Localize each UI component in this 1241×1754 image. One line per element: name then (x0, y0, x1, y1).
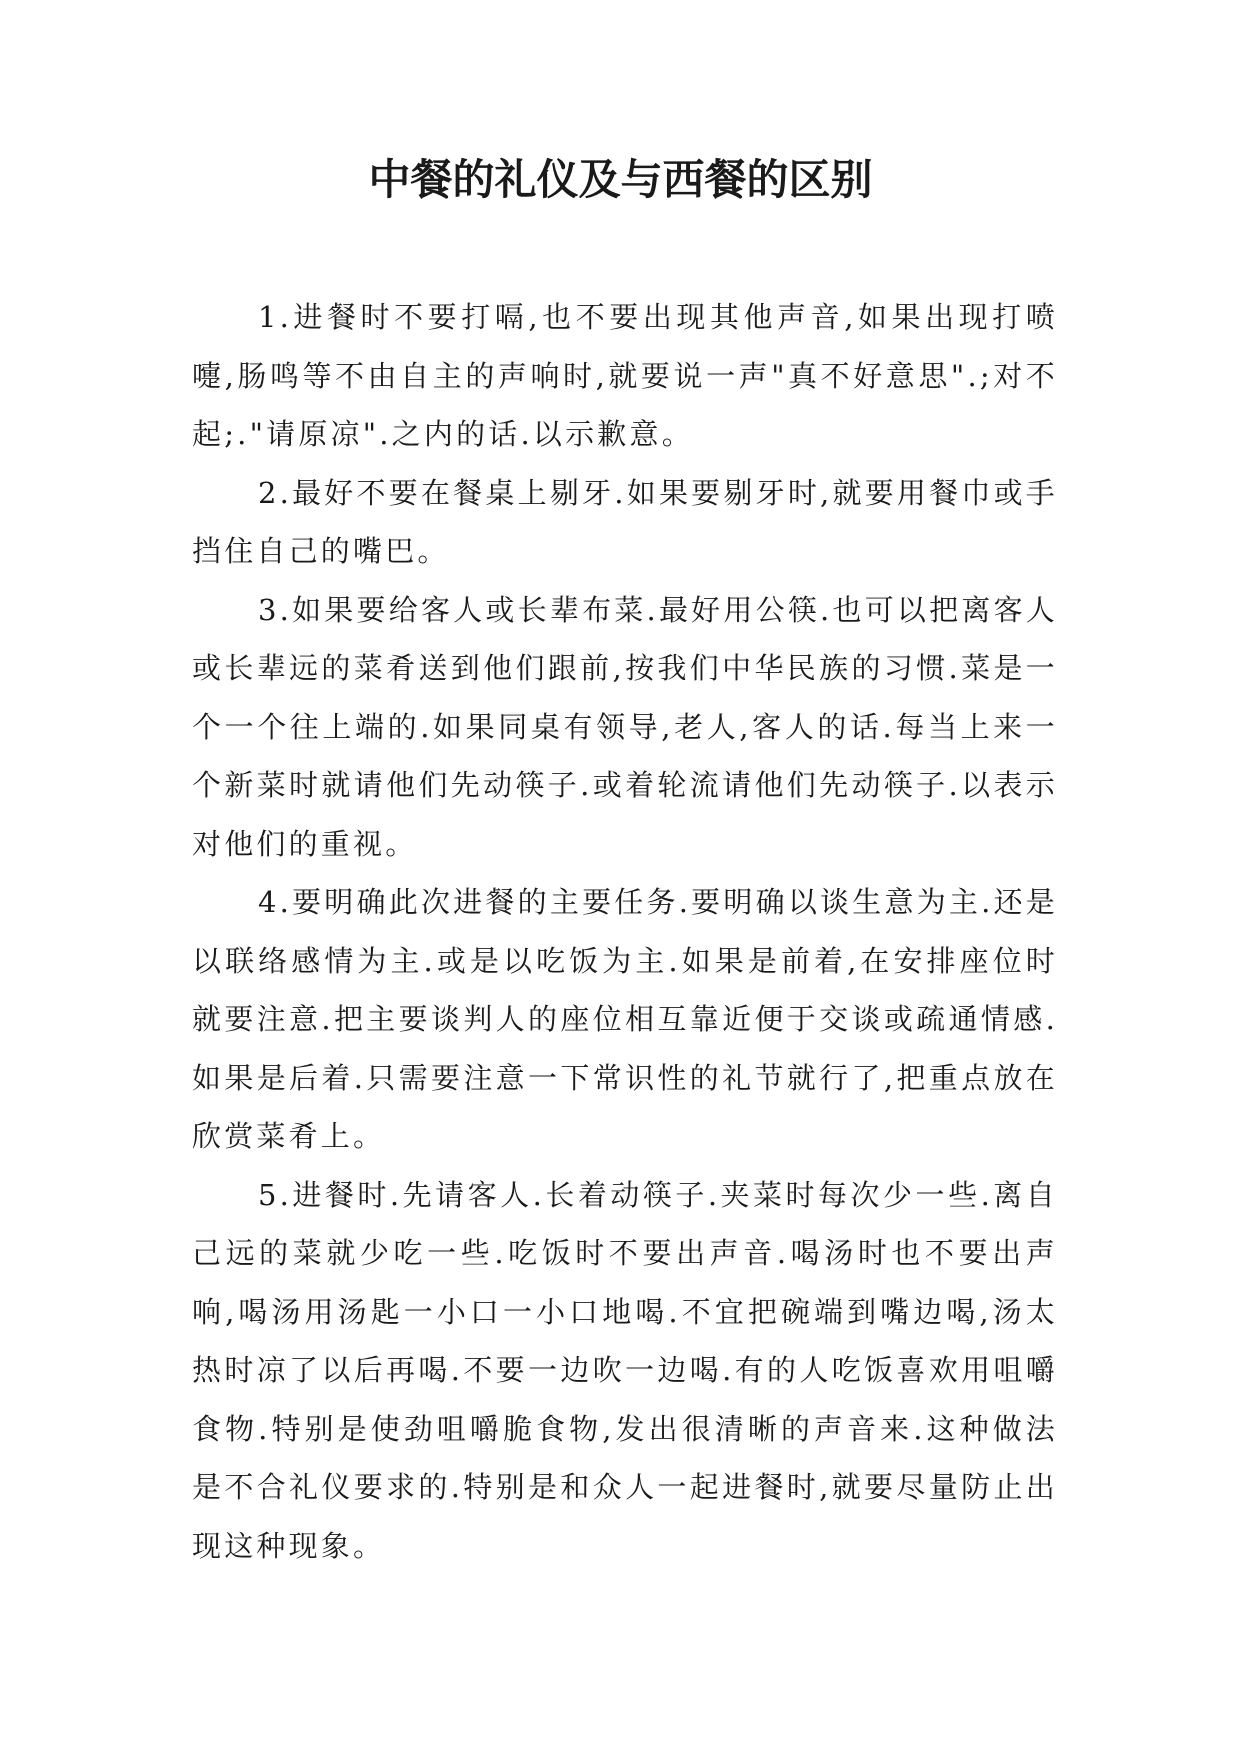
paragraph-4: 4.要明确此次进餐的主要任务.要明确以谈生意为主.还是以联络感情为主.或是以吃饭为主.如果是前着,在安排座位时就要注意.把主要谈判人的座位相互靠近便于交谈或疏通情感.如果是后着.只需要注意一下常识性的礼节就行了,把重点放在欣赏菜肴上。 (192, 885, 1058, 1153)
paragraph-2: 2.最好不要在餐桌上剔牙.如果要剔牙时,就要用餐巾或手挡住自己的嘴巴。 (192, 475, 1058, 568)
paragraph-1: 1.进餐时不要打嗝,也不要出现其他声音,如果出现打喷嚏,肠鸣等不由自主的声响时,就要说一声"真不好意思".;对不起;."请原凉".之内的话.以示歉意。 (192, 300, 1058, 451)
document-title: 中餐的礼仪及与西餐的区别 (368, 155, 873, 204)
paragraph-3: 3.如果要给客人或长辈布菜.最好用公筷.也可以把离客人或长辈远的菜肴送到他们跟前,按我们中华民族的习惯.菜是一个一个往上端的.如果同桌有领导,老人,客人的话.每当上来一个新菜时就请他们先动筷子.或着轮流请他们先动筷子.以表示对他们的重视。 (192, 592, 1058, 861)
paragraph-5: 5.进餐时.先请客人.长着动筷子.夹菜时每次少一些.离自己远的菜就少吃一些.吃饭时不要出声音.喝汤时也不要出声响,喝汤用汤匙一小口一小口地喝.不宜把碗端到嘴边喝,汤太热时凉了以后再喝.不要一边吹一边喝.有的人吃饭喜欢用咀嚼食物.特别是使劲咀嚼脆食物,发出很清晰的声音来.这种做法是不合礼仪要求的.特别是和众人一起进餐时,就要尽量防止出现这种现象。 (192, 1177, 1058, 1563)
document-body (192, 288, 1058, 1575)
